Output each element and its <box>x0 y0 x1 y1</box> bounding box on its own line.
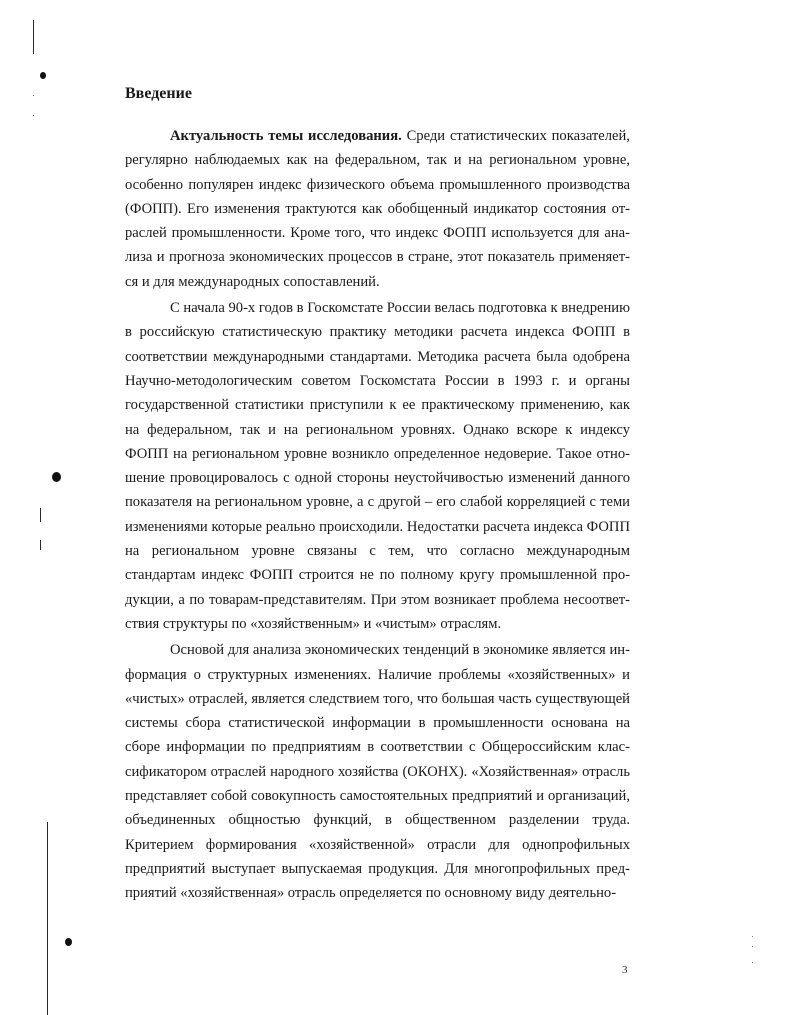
scan-dot <box>33 115 34 116</box>
page-number: 3 <box>622 964 628 976</box>
paragraph-relevance <box>125 124 630 294</box>
scan-margin-line <box>40 508 41 522</box>
scan-margin-line <box>47 822 48 1015</box>
paragraph-structure <box>125 638 630 905</box>
scan-margin-line <box>40 540 41 550</box>
scan-margin-line <box>33 20 34 54</box>
paragraph-text: С начала 90-х годов в Госкомстате России велась подготовка к внедрению в российскую статистическую практику методики расчета индекса ФОПП в соответствии международными стандартами. Методика расчета была одобрена Научно-методологическим советом Госкомстата России в 1993 г. и органы государственной статистики приступили к ее практическому применению, как на федеральном, так и на региональном уровнях. Однако вскоре к индексу ФОПП на региональном уровне возникло определенное недоверие. Такое отношение провоцировалось с одной стороны неустойчивостью изменений данного показателя на региональном уровне, а с другой – его слабой корреляцией с теми изменениями которые реально происходили. Недостатки расчета индекса ФОПП на региональном уровне связаны с тем, что согласно международным стандартам индекс ФОПП строится не по полному кругу промышленной продукции, а по товарам-представителям. При этом возникает проблема несоответствия структуры по «хозяйственным» и «чистым» отраслям. <box>125 300 630 632</box>
paragraph-history <box>125 296 630 636</box>
scan-dot <box>752 946 753 947</box>
paragraph-text: Среди статистических показателей, регулярно наблюдаемых как на федеральном, так и на региональном уровне, особенно популярен индекс физического объема промышленного производства (ФОПП). Его изменения трактуются как обобщенный индикатор состояния отраслей промышленности. Кроме того, что индекс ФОПП используется для анализа и прогноза экономических процессов в стране, этот показатель применяется и для международных сопоставлений. <box>125 128 630 290</box>
document-body <box>125 124 630 906</box>
scan-dot <box>33 95 34 96</box>
paragraph-lead: Актуальность темы исследования. <box>170 128 402 144</box>
scan-speck <box>40 72 46 79</box>
section-heading: Введение <box>125 85 192 102</box>
scan-speck <box>65 938 72 946</box>
scan-dot <box>752 962 753 963</box>
scan-dot <box>752 936 753 937</box>
paragraph-text: Основой для анализа экономических тенденций в экономике является информация о структурных изменениях. Наличие проблемы «хозяйственных» и «чистых» отраслей, является следствием того, что большая часть существующей системы сбора статистической информации в промышленности основана на сборе информации по предприятиям в соответствии с Общероссийским классификатором отраслей народного хозяйства (ОКОНХ). «Хозяйственная» отрасль представляет собой совокупность самостоятельных предприятий и организаций, объединенных общностью функций, в общественном разделении труда. Критерием формирования «хозяйственной» отрасли для однопрофильных предприятий выступает выпускаемая продукция. Для многопрофильных предприятий «хозяйственная» отрасль определяется по основному виду деятельно- <box>125 642 630 902</box>
scan-speck <box>52 472 61 482</box>
